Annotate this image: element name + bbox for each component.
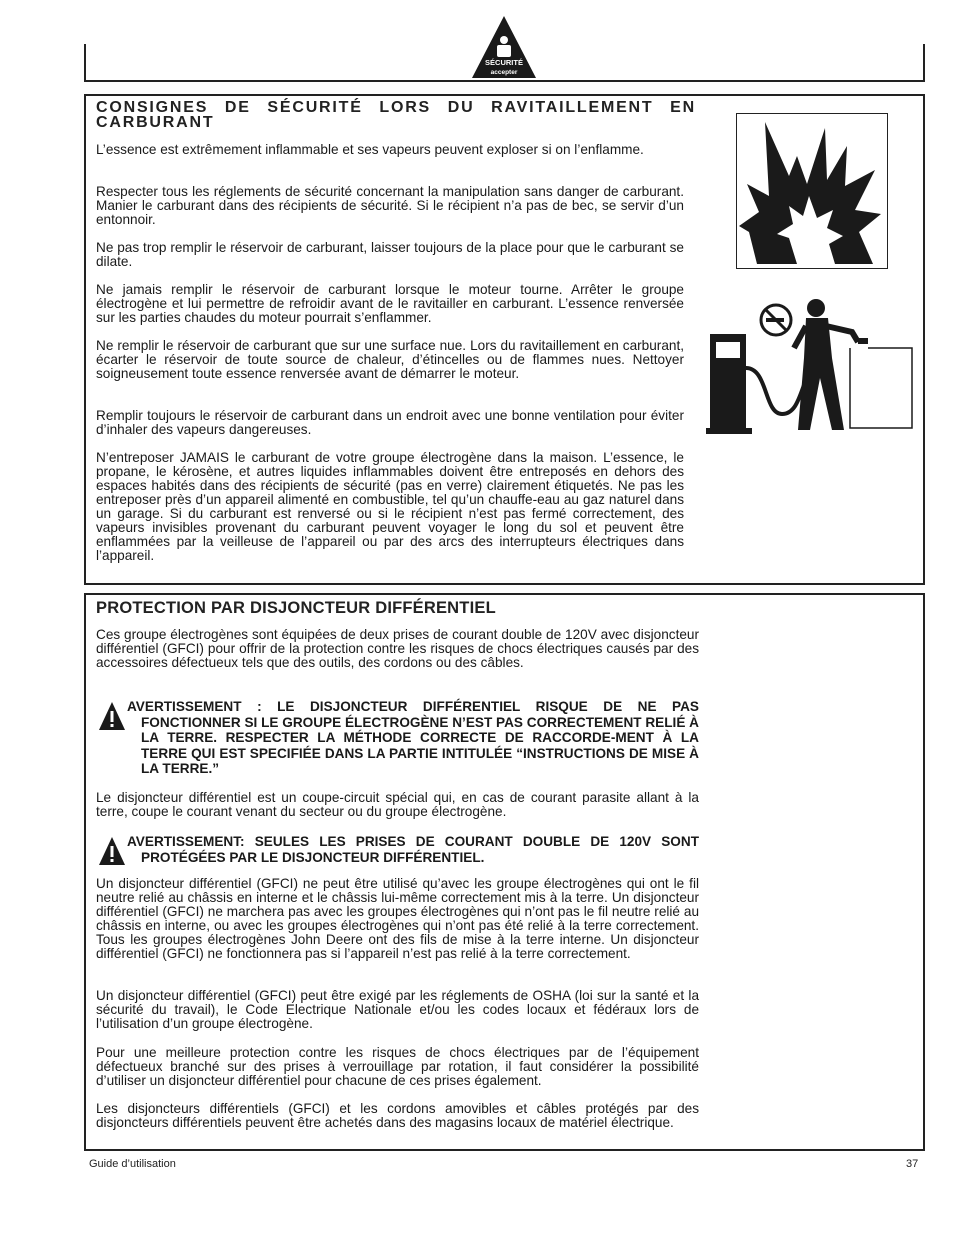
page-number: 37 [906,1158,919,1170]
paragraph: Un disjoncteur différentiel (GFCI) peut être exigé par les réglements de OSHA (loi sur la santé et la sécurité du travail), le Code Electrique Nationale et/ou les codes locaux et fédéraux lors de l’utilisation d’un groupe électrogène. [96,988,699,1031]
paragraph: L’essence est extrêmement inflammable et ses vapeurs peuvent exploser si on l’enflamme. [96,142,644,157]
explosion-icon [736,113,888,269]
paragraph: Le disjoncteur différentiel est un coupe-circuit spécial qui, en cas de courant parasite allant à la terre, coupe le courant venant du secteur ou du groupe électrogène. [96,790,699,819]
paragraph: Ne jamais remplir le réservoir de carburant lorsque le moteur tourne. Arrêter le groupe électrogène et lui permettre de refroidir avant de le ravitailler en carburant. L’essence renversée sur les parties chaudes du moteur pourrait s’enflammer. [96,282,684,325]
safety-person-icon [470,14,538,80]
paragraph: N’entreposer JAMAIS le carburant de votre groupe électrogène dans la maison. L’essence, le propane, le kérosène, et autres liquides inflammables doivent être entreposés en dehors des espaces habités dans des récipients de sécurité (pas en verre) clairement étiquetés. Ne pas les entreposer près d’un appareil alimenté en combustible, tel qu’un chauffe-eau au gaz naturel dans un garage. Si du carburant est renversé ou si le récipient n’est pas fermé correctement, des vapeurs invisibles provenant du carburant peuvent voyager le long du sol et peuvent être enflammées par la veilleuse de l’appareil ou par des arcs des interrupteurs électriques dans l’appareil. [96,450,684,563]
paragraph: Remplir toujours le réservoir de carburant dans un endroit avec une bonne ventilation pour éviter d’inhaler des vapeurs dangereuses. [96,408,684,437]
warning-text: AVERTISSEMENT : LE DISJONCTEUR DIFFÉRENTIEL RISQUE DE NE PAS FONCTIONNER SI LE GROUPE ÉLECTROGÈNE N’EST PAS CORRECTEMENT RELIÉ À LA TERRE. RESPECTER LA MÉTHODE CORRECTE DE RACCORDE-MENT À LA TERRE QUI EST SPECIFIÉE DANS LA PARTIE INTITULÉE “INSTRUCTIONS DE MISE À LA TERRE.” [127,699,699,776]
no-smoking-refuel-icon [706,298,916,438]
warning-block [96,699,699,777]
badge-line1: SÉCURITÉ [485,58,523,67]
paragraph: Ces groupe électrogènes sont équipées de deux prises de courant double de 120V avec disjoncteur différentiel (GFCI) pour offrir de la protection contre les risques de chocs électriques causés par des accessoires défectueux tels que des outils, des cordons ou des câbles. [96,627,699,670]
paragraph: Ne pas trop remplir le réservoir de carburant, laisser toujours de la place pour que le carburant se dilate. [96,240,684,269]
warning-block [96,834,699,865]
refueling-safety-section [84,94,925,585]
footer-title: Guide d’utilisation [89,1158,176,1170]
section-title: CONSIGNES DE SÉCURITÉ LORS DU RAVITAILLEMENT EN CARBURANT [96,99,696,131]
gfci-protection-section [84,593,925,1151]
badge-line2: accepter [490,69,518,76]
safety-badge [470,14,538,80]
section-title: PROTECTION PAR DISJONCTEUR DIFFÉRENTIEL [96,599,496,617]
warning-triangle-icon [98,836,126,866]
paragraph: Un disjoncteur différentiel (GFCI) ne peut être utilisé qu’avec les groupe électrogènes qui ont le fil neutre relié au châssis en interne et le châssis lui-même correctement mis à la terre. Un disjoncteur différentiel (GFCI) ne marchera pas avec les groupes électrogènes qui n’ont pas le fil neutre relié au châssis en interne, ou avec les groupes électrogènes qui n’ont pas été relié à la terre correctement. Tous les groupes électrogènes John Deere ont des fils de mise à la terre interne. Un disjoncteur différentiel (GFCI) ne fonctionnera pas si l’appareil n’est pas relié à la terre correctement. [96,876,699,961]
paragraph: Les disjoncteurs différentiels (GFCI) et les cordons amovibles et câbles protégés par des disjoncteurs différentiels peuvent être achetés dans des magasins locaux de matériel électrique. [96,1101,699,1130]
paragraph: Respecter tous les réglements de sécurité concernant la manipulation sans danger de carburant. Manier le carburant dans des récipients de sécurité. Si le récipient n’a pas de bec, se servir d’un entonnoir. [96,184,684,227]
warning-triangle-icon [98,701,126,731]
paragraph: Pour une meilleure protection contre les risques de chocs électriques par de l’équipement défectueux branché sur des prises à verrouillage par rotation, il faut considérer la possibilité d’utiliser un disjoncteur différentiel pour chacune de ces prises également. [96,1045,699,1088]
paragraph: Ne remplir le réservoir de carburant que sur une surface nue. Lors du ravitaillement en carburant, écarter le réservoir de toute source de chaleur, d’étincelles ou de flammes nues. Nettoyer soigneusement toute essence renversée avant de démarrer le moteur. [96,338,684,381]
warning-text: AVERTISSEMENT: SEULES LES PRISES DE COURANT DOUBLE DE 120V SONT PROTÉGÉES PAR LE DISJONCTEUR DIFFÉRENTIEL. [127,834,699,865]
